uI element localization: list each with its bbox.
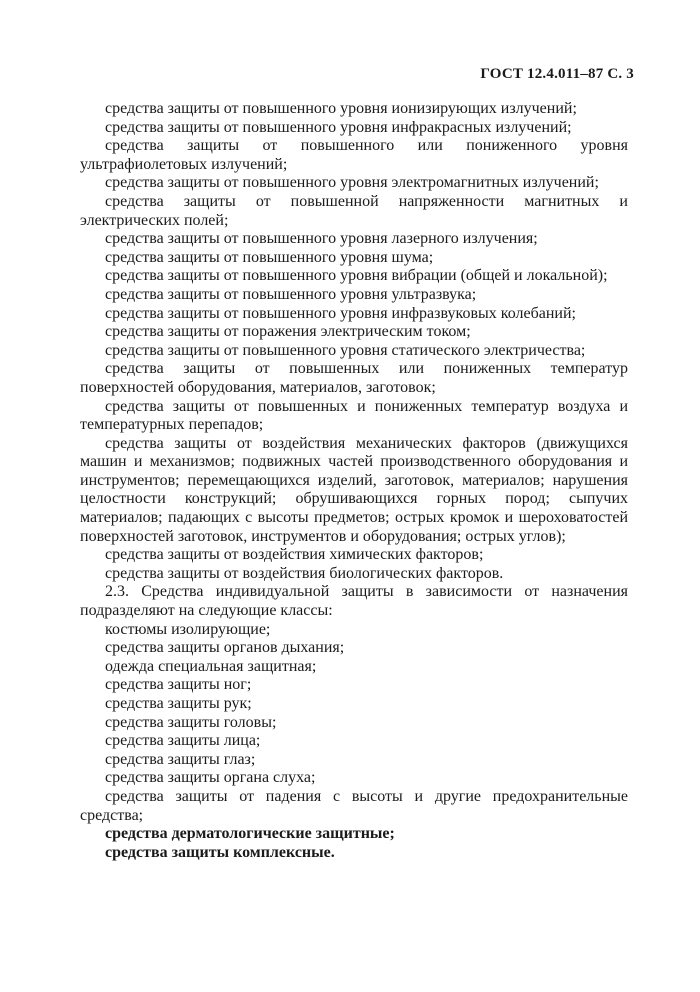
page-header: ГОСТ 12.4.011–87 С. 3 [480, 66, 634, 82]
list-item: средства защиты ног; [105, 676, 252, 694]
paragraph: средства защиты от повышенного или пониженного уровня ультрафиолетовых излучений; [80, 137, 628, 173]
paragraph: средства защиты от повышенного уровня ионизирующих излучений; [105, 100, 577, 117]
list-item: средства дерматологические защитные; [105, 825, 395, 843]
paragraph: средства защиты от воздействия химических факторов; [105, 546, 484, 564]
paragraph: средства защиты от повышенного уровня электромагнитных излучений; [105, 174, 599, 192]
list-item: средства защиты рук; [105, 695, 252, 712]
list-item: средства защиты головы; [105, 713, 277, 731]
section-paragraph: 2.3. Средства индивидуальной защиты в зависимости от назначения подразделяют на следующие классы: [80, 583, 628, 620]
list-item: средства защиты от падения с высоты и другие предохранительные средства; [80, 787, 628, 824]
list-item: средства защиты лица; [105, 732, 261, 750]
paragraph: средства защиты от воздействия механических факторов (движущихся машин и механизмов; подвижных частей производственного оборудования и инструментов; перемещающихся изделий, заготовок, материалов; нарушения целостности конструкций; обрушивающихся горных пород; сыпучих материалов; падающих с высоты предметов; острых кромок и шероховатостей поверхностей заготовок, инструментов и оборудования; острых углов); [80, 434, 628, 545]
paragraph: средства защиты от повышенных или пониженных температур поверхностей оборудования, материалов, заготовок; [80, 360, 628, 396]
paragraph: средства защиты от повышенного уровня вибрации (общей и локальной); [105, 267, 608, 285]
paragraph: средства защиты от повышенного уровня статического электричества; [105, 341, 586, 359]
list-item: костюмы изолирующие; [105, 620, 271, 638]
paragraph: средства защиты от поражения электрическим током; [105, 323, 471, 341]
paragraph: средства защиты от воздействия биологических факторов. [105, 564, 504, 582]
paragraph: средства защиты от повышенного уровня инфразвуковых колебаний; [105, 304, 576, 322]
paragraph: средства защиты от повышенного уровня лазерного излучения; [105, 230, 538, 248]
list-item: одежда специальная защитная; [105, 657, 317, 675]
list-item: средства защиты комплексные. [105, 843, 335, 861]
paragraph: средства защиты от повышенного уровня инфракрасных излучений; [105, 118, 572, 136]
paragraph: средства защиты от повышенного уровня ультразвука; [105, 285, 477, 303]
paragraph: средства защиты от повышенной напряженности магнитных и электрических полей; [80, 192, 628, 229]
paragraph: средства защиты от повышенного уровня шума; [105, 248, 434, 266]
paragraph: средства защиты от повышенных и пониженных температур воздуха и температурных перепадов; [80, 397, 628, 434]
list-item: средства защиты органа слуха; [105, 769, 316, 787]
list-item: средства защиты органов дыхания; [105, 639, 345, 657]
document-body [80, 100, 628, 862]
list-item: средства защиты глаз; [105, 750, 256, 768]
